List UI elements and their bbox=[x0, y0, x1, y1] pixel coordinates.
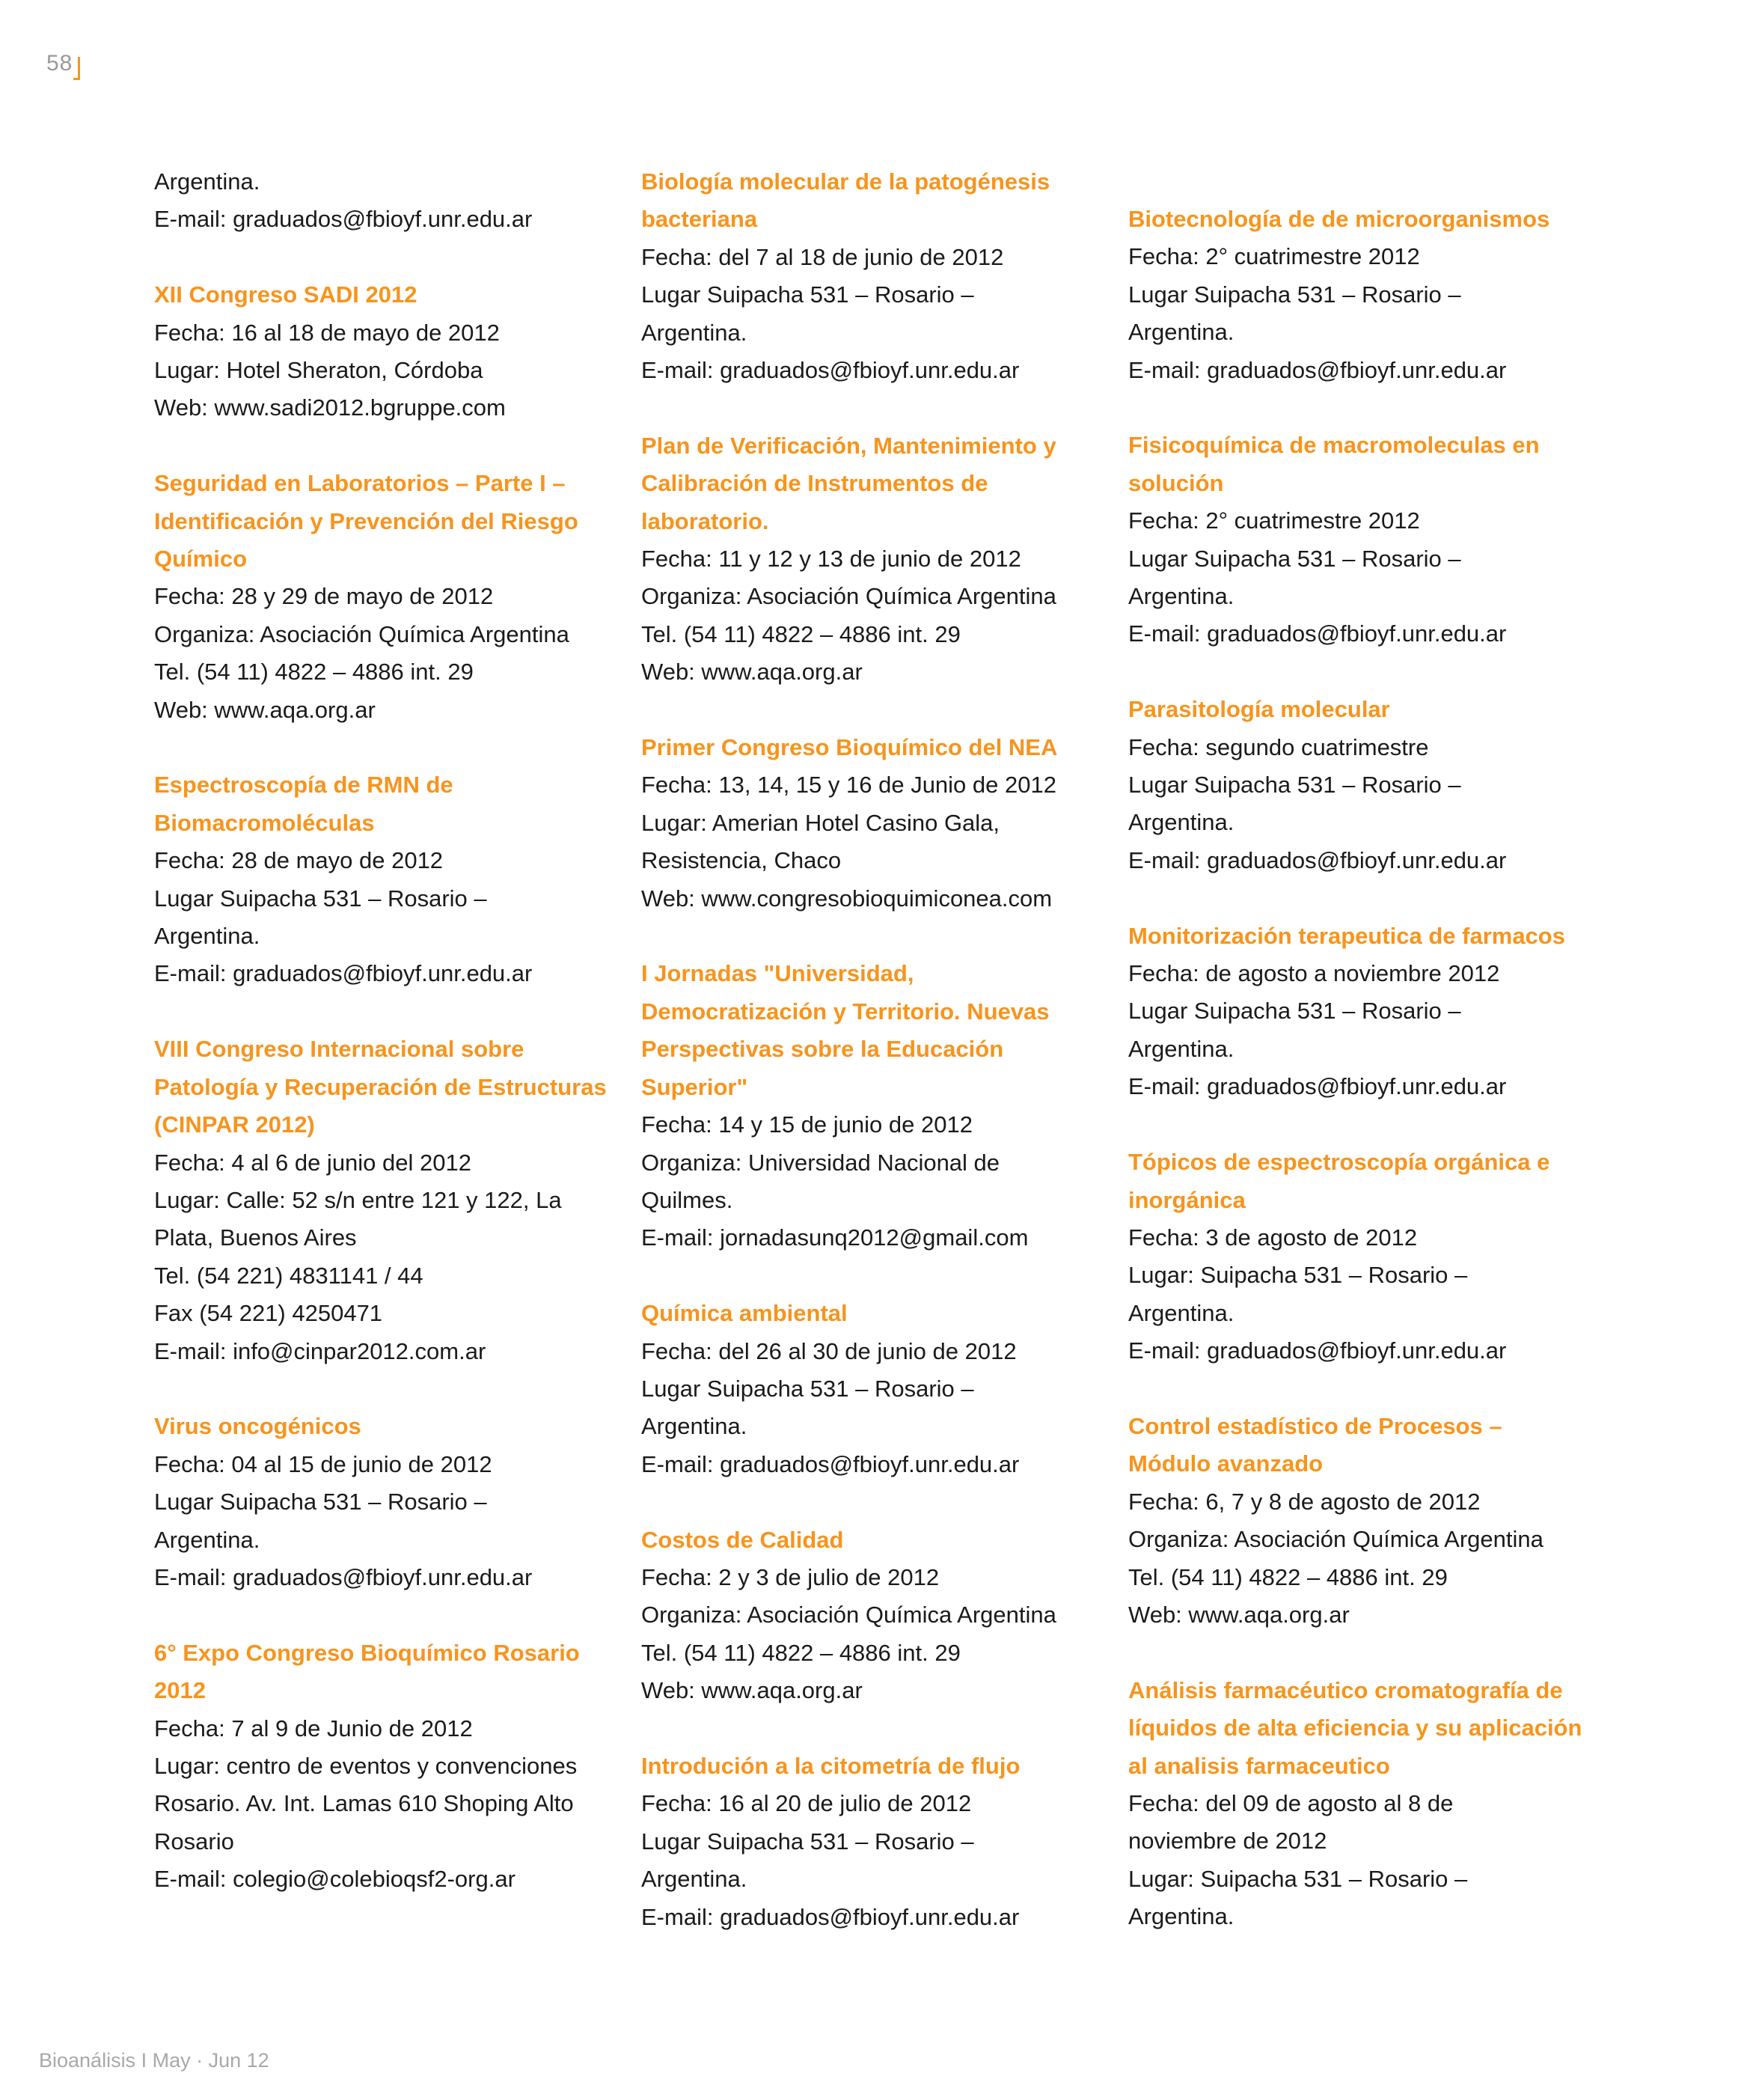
event-detail-line: Lugar: Suipacha 531 – Rosario – bbox=[1128, 1262, 1468, 1289]
event-detail-line: Fecha: 2° cuatrimestre 2012 bbox=[1128, 243, 1420, 270]
event-detail-line: Rosario. Av. Int. Lamas 610 Shoping Alto bbox=[154, 1790, 574, 1817]
event-detail-line: Lugar Suipacha 531 – Rosario – bbox=[641, 281, 974, 308]
event-listing bbox=[154, 766, 611, 992]
event-detail-line: Fecha: 3 de agosto de 2012 bbox=[1128, 1224, 1418, 1251]
event-detail-line: Organiza: Asociación Química Argentina bbox=[1128, 1526, 1544, 1553]
event-detail-line: Argentina. bbox=[641, 1413, 747, 1440]
event-detail-line: Argentina. bbox=[1128, 809, 1235, 836]
event-column-3 bbox=[1128, 201, 1585, 1974]
event-detail-line: E-mail: graduados@fbioyf.unr.edu.ar bbox=[1128, 356, 1507, 383]
event-listing bbox=[641, 1295, 1098, 1483]
footer-issue: Bioanálisis I May · Jun 12 bbox=[39, 2049, 269, 2072]
event-detail-line: Fecha: 14 y 15 de junio de 2012 bbox=[641, 1111, 973, 1138]
event-detail-line: Tel. (54 11) 4822 – 4886 int. 29 bbox=[1128, 1563, 1448, 1590]
event-detail-line: Web: www.aqa.org.ar bbox=[1128, 1601, 1350, 1628]
event-listing bbox=[1128, 691, 1585, 879]
event-detail-line: Lugar Suipacha 531 – Rosario – bbox=[1128, 772, 1461, 799]
event-title: Química ambiental bbox=[641, 1300, 848, 1327]
event-listing bbox=[1128, 201, 1585, 389]
event-detail-line: Argentina. bbox=[154, 168, 260, 195]
event-title: VIII Congreso Internacional sobre Patología y Recuperación de Estructuras (CINPAR 2012) bbox=[154, 1036, 607, 1138]
event-listing bbox=[1128, 918, 1585, 1106]
event-detail-line: Fax (54 221) 4250471 bbox=[154, 1300, 383, 1327]
event-detail-line: E-mail: graduados@fbioyf.unr.edu.ar bbox=[1128, 1073, 1507, 1100]
event-detail-line: Organiza: Asociación Química Argentina bbox=[641, 1602, 1056, 1629]
event-detail-line: Argentina. bbox=[154, 923, 260, 950]
event-detail-line: Web: www.aqa.org.ar bbox=[641, 659, 863, 686]
event-title: Plan de Verificación, Mantenimiento y Calibración de Instrumentos de laboratorio. bbox=[641, 432, 1056, 534]
event-detail-line: Argentina. bbox=[1128, 319, 1235, 346]
event-detail-line: E-mail: info@cinpar2012.com.ar bbox=[154, 1337, 486, 1364]
event-detail-line: E-mail: graduados@fbioyf.unr.edu.ar bbox=[154, 1563, 533, 1590]
event-title: Control estadístico de Procesos – Módulo avanzado bbox=[1128, 1412, 1502, 1477]
event-title: Tópicos de espectroscopía orgánica e inorgánica bbox=[1128, 1149, 1550, 1213]
event-listing bbox=[641, 163, 1098, 389]
event-detail-line: Lugar: Hotel Sheraton, Córdoba bbox=[154, 357, 483, 384]
event-detail-line: Tel. (54 11) 4822 – 4886 int. 29 bbox=[641, 620, 961, 647]
event-title: Espectroscopía de RMN de Biomacromoléculas bbox=[154, 772, 453, 836]
event-detail-line: Tel. (54 11) 4822 – 4886 int. 29 bbox=[641, 1639, 961, 1666]
event-listing bbox=[154, 276, 611, 427]
event-detail-line: Lugar Suipacha 531 – Rosario – bbox=[1128, 998, 1461, 1025]
event-detail-line: Web: www.aqa.org.ar bbox=[154, 696, 376, 723]
event-detail-line: Fecha: 28 y 29 de mayo de 2012 bbox=[154, 583, 494, 610]
event-detail-line: Lugar: Amerian Hotel Casino Gala, bbox=[641, 809, 1000, 836]
event-detail-line: Fecha: segundo cuatrimestre bbox=[1128, 733, 1429, 760]
event-detail-line: Lugar: Suipacha 531 – Rosario – bbox=[1128, 1865, 1468, 1892]
event-listing bbox=[1128, 1144, 1585, 1370]
event-detail-line: E-mail: jornadasunq2012@gmail.com bbox=[641, 1224, 1029, 1251]
event-detail-line: Plata, Buenos Aires bbox=[154, 1224, 357, 1251]
event-listing bbox=[1128, 1672, 1585, 1936]
event-title: Biotecnología de de microorganismos bbox=[1128, 206, 1550, 232]
event-title: Virus oncogénicos bbox=[154, 1413, 361, 1440]
event-detail-line: Lugar Suipacha 531 – Rosario – bbox=[1128, 281, 1461, 308]
event-detail-line: Web: www.congresobioquimiconea.com bbox=[641, 885, 1053, 912]
event-detail-line: Fecha: de agosto a noviembre 2012 bbox=[1128, 960, 1500, 987]
event-title: Fisicoquímica de macromoleculas en solución bbox=[1128, 432, 1540, 496]
event-detail-line: Fecha: del 09 de agosto al 8 de bbox=[1128, 1789, 1454, 1816]
event-title: 6° Expo Congreso Bioquímico Rosario 2012 bbox=[154, 1639, 580, 1704]
event-listing bbox=[641, 1748, 1098, 1936]
event-detail-line: Quilmes. bbox=[641, 1186, 733, 1213]
event-detail-line: Lugar Suipacha 531 – Rosario – bbox=[1128, 545, 1461, 572]
event-listing bbox=[154, 1634, 611, 1899]
event-detail-line: E-mail: graduados@fbioyf.unr.edu.ar bbox=[641, 357, 1020, 384]
event-title: Monitorización terapeutica de farmacos bbox=[1128, 922, 1565, 949]
event-title: Costos de Calidad bbox=[641, 1526, 844, 1553]
event-detail-line: Lugar Suipacha 531 – Rosario – bbox=[641, 1375, 974, 1402]
event-title: Primer Congreso Bioquímico del NEA bbox=[641, 734, 1058, 761]
event-title: Seguridad en Laboratorios – Parte I – Identificación y Prevención del Riesgo Químico bbox=[154, 470, 578, 573]
event-detail-line: E-mail: graduados@fbioyf.unr.edu.ar bbox=[1128, 846, 1507, 873]
event-detail-line: Tel. (54 11) 4822 – 4886 int. 29 bbox=[154, 659, 474, 686]
event-detail-line: Organiza: Asociación Química Argentina bbox=[154, 620, 569, 647]
event-detail-line: Lugar: Calle: 52 s/n entre 121 y 122, La bbox=[154, 1186, 562, 1213]
event-title: I Jornadas "Universidad, Democratización y Territorio. Nuevas Perspectivas sobre la Educación Superior" bbox=[641, 960, 1050, 1100]
event-detail-line: Fecha: 2° cuatrimestre 2012 bbox=[1128, 507, 1420, 534]
event-detail-line: Fecha: 7 al 9 de Junio de 2012 bbox=[154, 1715, 473, 1742]
event-listing bbox=[641, 955, 1098, 1257]
event-title: Biología molecular de la patogénesis bacteriana bbox=[641, 168, 1050, 233]
event-title: Introdución a la citometría de flujo bbox=[641, 1752, 1021, 1779]
event-detail-line: Tel. (54 221) 4831141 / 44 bbox=[154, 1262, 423, 1289]
event-detail-line: Argentina. bbox=[1128, 583, 1235, 610]
event-listing bbox=[641, 729, 1098, 918]
event-title: XII Congreso SADI 2012 bbox=[154, 281, 417, 308]
event-detail-line: Lugar Suipacha 531 – Rosario – bbox=[154, 1489, 487, 1516]
event-detail-line: Lugar Suipacha 531 – Rosario – bbox=[154, 885, 487, 912]
event-listing bbox=[641, 1521, 1098, 1710]
event-detail-line: Web: www.aqa.org.ar bbox=[641, 1677, 863, 1704]
event-detail-line: Lugar Suipacha 531 – Rosario – bbox=[641, 1828, 974, 1855]
event-listing bbox=[1128, 1408, 1585, 1634]
event-detail-line: Argentina. bbox=[641, 319, 747, 346]
event-detail-line: Fecha: 6, 7 y 8 de agosto de 2012 bbox=[1128, 1488, 1481, 1515]
event-detail-line: Organiza: Asociación Química Argentina bbox=[641, 583, 1056, 610]
event-detail-line: Argentina. bbox=[1128, 1299, 1235, 1326]
event-detail-line: Fecha: 11 y 12 y 13 de junio de 2012 bbox=[641, 546, 1021, 573]
event-listing bbox=[154, 465, 611, 729]
event-title: Parasitología molecular bbox=[1128, 696, 1390, 723]
event-title: Análisis farmacéutico cromatografía de líquidos de alta eficiencia y su aplicación al analisis farmaceutico bbox=[1128, 1676, 1582, 1779]
event-detail-line: Fecha: 13, 14, 15 y 16 de Junio de 2012 bbox=[641, 772, 1056, 799]
event-detail-line: Argentina. bbox=[641, 1866, 747, 1893]
event-detail-line: E-mail: graduados@fbioyf.unr.edu.ar bbox=[641, 1450, 1020, 1477]
event-detail-line: noviembre de 2012 bbox=[1128, 1828, 1327, 1855]
event-detail-line: Organiza: Universidad Nacional de bbox=[641, 1149, 1000, 1176]
event-detail-line: Fecha: del 26 al 30 de junio de 2012 bbox=[641, 1337, 1017, 1364]
event-detail-line: Argentina. bbox=[154, 1526, 260, 1553]
page-number-corner-mark bbox=[73, 57, 80, 80]
event-detail-line: Fecha: 04 al 15 de junio de 2012 bbox=[154, 1450, 492, 1477]
event-detail-line: E-mail: colegio@colebioqsf2-org.ar bbox=[154, 1866, 515, 1893]
event-column-1 bbox=[154, 163, 611, 1936]
event-detail-line: Argentina. bbox=[1128, 1035, 1235, 1062]
event-detail-line: Lugar: centro de eventos y convenciones bbox=[154, 1752, 578, 1779]
event-detail-line: Resistencia, Chaco bbox=[641, 847, 842, 874]
event-detail-line: Argentina. bbox=[1128, 1903, 1235, 1930]
event-detail-line: Fecha: 16 al 20 de julio de 2012 bbox=[641, 1790, 972, 1817]
event-detail-line: Rosario bbox=[154, 1828, 234, 1855]
event-listing bbox=[641, 427, 1098, 692]
event-detail-line: E-mail: graduados@fbioyf.unr.edu.ar bbox=[1128, 620, 1507, 647]
event-detail-line: E-mail: graduados@fbioyf.unr.edu.ar bbox=[154, 206, 533, 233]
page-number: 58 bbox=[46, 51, 73, 76]
event-listing bbox=[154, 163, 611, 239]
event-listing bbox=[154, 1031, 611, 1370]
event-detail-line: E-mail: graduados@fbioyf.unr.edu.ar bbox=[1128, 1337, 1507, 1364]
event-detail-line: Fecha: 16 al 18 de mayo de 2012 bbox=[154, 319, 500, 346]
event-detail-line: E-mail: graduados@fbioyf.unr.edu.ar bbox=[641, 1903, 1020, 1930]
event-detail-line: Fecha: 2 y 3 de julio de 2012 bbox=[641, 1563, 940, 1590]
event-detail-line: E-mail: graduados@fbioyf.unr.edu.ar bbox=[154, 960, 533, 987]
event-detail-line: Fecha: del 7 al 18 de junio de 2012 bbox=[641, 243, 1004, 270]
event-detail-line: Fecha: 28 de mayo de 2012 bbox=[154, 847, 444, 874]
event-listing bbox=[1128, 427, 1585, 653]
event-listing bbox=[154, 1408, 611, 1596]
event-detail-line: Fecha: 4 al 6 de junio del 2012 bbox=[154, 1149, 471, 1176]
event-column-2 bbox=[641, 163, 1098, 1974]
event-detail-line: Web: www.sadi2012.bgruppe.com bbox=[154, 394, 506, 421]
